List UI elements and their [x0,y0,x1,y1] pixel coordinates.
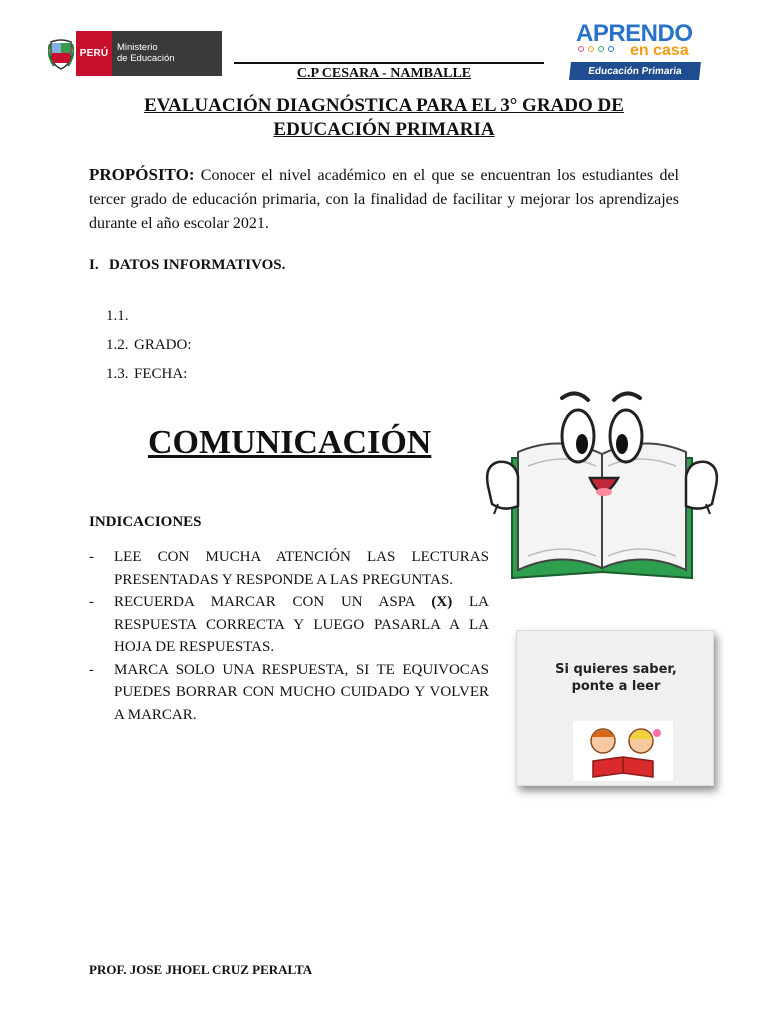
header-rule [234,62,544,64]
info-item: 1.1. [106,308,129,324]
subject-heading: COMUNICACIÓN [148,424,432,461]
section-number: I. [89,257,99,273]
children-reading-icon [573,721,673,781]
ministry-line1: Ministerio [117,42,158,53]
purpose-label: PROPÓSITO: [89,165,195,184]
section-heading [89,257,285,274]
list-item: - RECUERDA MARCAR CON UN ASPA (X) LA RESPUESTA CORRECTA Y LUEGO PASARLA A LA HOJA DE RESPUESTAS. [89,594,489,655]
ministry-line2: de Educación [117,53,175,64]
indications-list [89,546,489,726]
aprendo-title: APRENDO [576,20,693,47]
book-mascot-icon [484,386,720,586]
info-item: 1.3. FECHA: [106,366,188,382]
school-name: C.P CESARA - NAMBALLE [296,66,472,81]
purpose-paragraph [89,163,679,236]
reading-motivation-card [516,630,714,786]
list-item: - MARCA SOLO UNA RESPUESTA, SI TE EQUIVOCAS PUEDES BORRAR CON MUCHO CUIDADO Y VOLVER A MARCAR. [89,661,489,723]
teacher-name: PROF. JOSE JHOEL CRUZ PERALTA [89,962,313,977]
info-item: 1.2. GRADO: [106,337,192,353]
peru-label: PERÚ [76,31,112,76]
aprendo-subtitle: en casa [630,42,689,59]
indications-heading: INDICACIONES [89,514,202,530]
purpose-text: Conocer el nivel académico en el que se encuentran los estudiantes del tercer grado de educación primaria, con la finalidad de facilitar y mejorar los aprendizajes durante el año escolar 2021. [89,167,679,232]
aprendo-dots [578,46,614,52]
aprendo-ribbon: Educación Primaria [569,62,701,80]
info-items [106,307,192,394]
list-item: - LEE CON MUCHA ATENCIÓN LAS LECTURAS PRESENTADAS Y RESPONDE A LAS PREGUNTAS. [89,549,489,588]
card-caption: Si quieres saber, ponte a leer [555,662,677,694]
document-title: EVALUACIÓN DIAGNÓSTICA PARA EL 3° GRADO DE EDUCACIÓN PRIMARIA [144,95,624,140]
section-title: DATOS INFORMATIVOS. [109,257,286,273]
